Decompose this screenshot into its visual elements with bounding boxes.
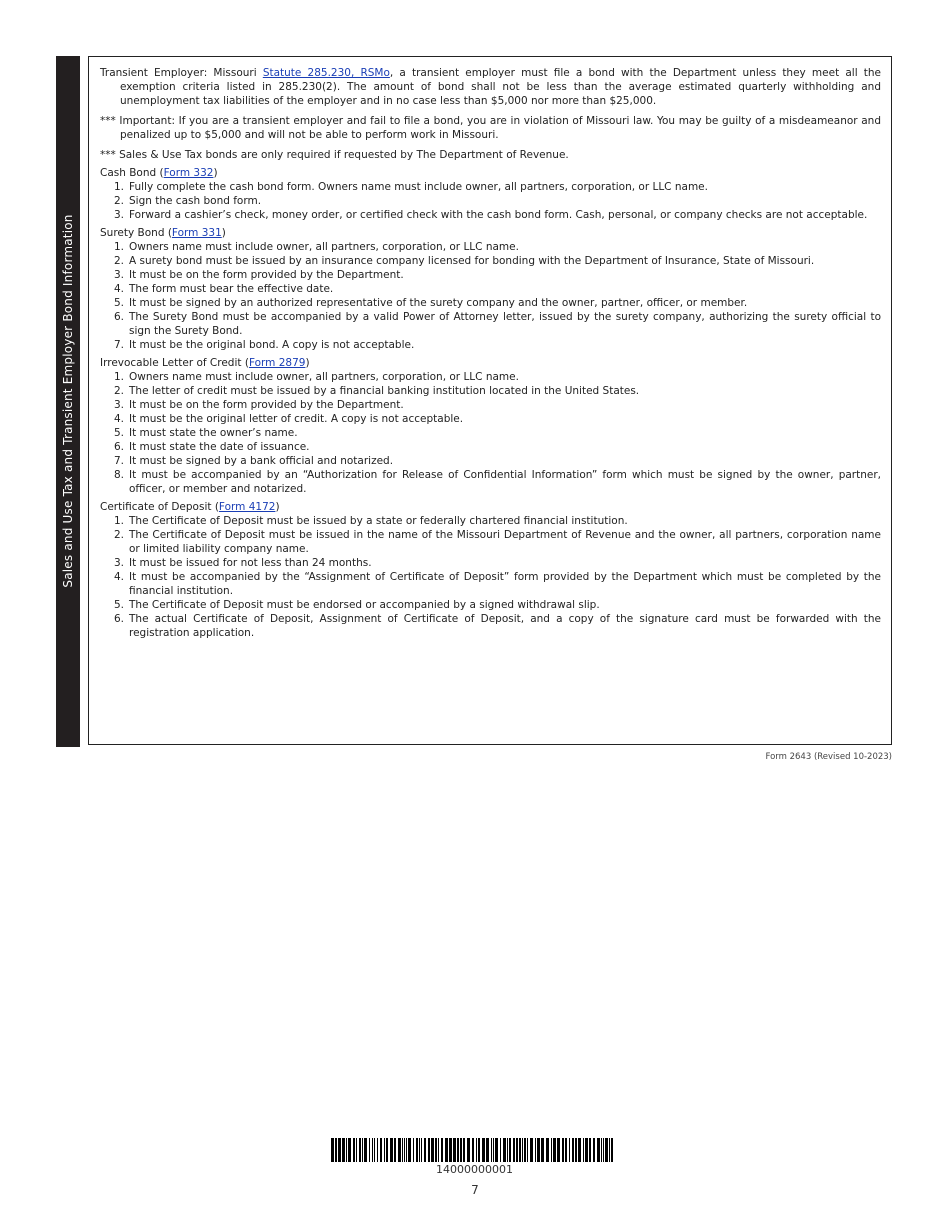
item-text: It must be on the form provided by the Department.: [129, 399, 404, 411]
item-number: 6.: [113, 311, 124, 323]
item-number: 2.: [113, 195, 124, 207]
list-item: [100, 310, 881, 338]
item-number: 7.: [113, 339, 124, 351]
section-heading: [100, 166, 881, 180]
list-item: [100, 338, 881, 352]
item-number: 3.: [113, 557, 124, 569]
item-text: The Certificate of Deposit must be issued in the name of the Missouri Department of Revenue and the owner, all partners, corporation name or limited liability company name.: [129, 529, 881, 555]
list-item: [100, 282, 881, 296]
item-text: The Certificate of Deposit must be endorsed or accompanied by a signed withdrawal slip.: [129, 599, 600, 611]
item-text: Owners name must include owner, all partners, corporation, or LLC name.: [129, 371, 519, 383]
transient-text-start: Transient Employer: Missouri: [100, 67, 263, 79]
page-number: 7: [471, 1183, 479, 1197]
transient-text-end: , a transient employer must file a bond with the Department unless they meet all the exemption criteria listed in 285.230(2). The amount of bond shall not be less than the average estimated quarterly withholding and unemployment tax liabilities of the employer and in no case less than $5,000 nor more than $25,000.: [120, 67, 881, 107]
form-link[interactable]: Form 331: [171, 227, 222, 239]
item-number: 4.: [113, 571, 124, 583]
item-text: It must be signed by a bank official and notarized.: [129, 455, 394, 467]
section-heading: [100, 226, 881, 240]
item-text: It must be issued for not less than 24 months.: [129, 557, 372, 569]
bond-section: [100, 356, 881, 496]
bond-section: [100, 500, 881, 640]
item-number: 3.: [113, 269, 124, 281]
list-item: [100, 296, 881, 310]
item-text: The actual Certificate of Deposit, Assignment of Certificate of Deposit, and a copy of the signature card must be forwarded with the registration application.: [129, 613, 881, 639]
requirements-list: [100, 370, 881, 496]
item-number: 4.: [113, 283, 124, 295]
important-note: *** Important: If you are a transient employer and fail to file a bond, you are in violation of Missouri law. You may be guilty of a misdeameanor and penalized up to $5,000 and will not be able to perform work in Missouri.: [100, 115, 881, 141]
sales-use-note: *** Sales & Use Tax bonds are only required if requested by The Department of Revenue.: [100, 149, 569, 161]
item-text: It must state the owner’s name.: [129, 427, 298, 439]
bond-section: [100, 166, 881, 222]
list-item: [100, 194, 881, 208]
item-text: The Certificate of Deposit must be issued by a state or federally chartered financial institution.: [129, 515, 628, 527]
list-item: [100, 208, 881, 222]
list-item: [100, 240, 881, 254]
list-item: [100, 468, 881, 496]
section-title: Surety Bond (: [100, 227, 172, 239]
item-text: The letter of credit must be issued by a financial banking institution located in the United States.: [129, 385, 640, 397]
item-text: A surety bond must be issued by an insurance company licensed for bonding with the Department of Insurance, State of Missouri.: [129, 255, 815, 267]
item-number: 4.: [113, 413, 124, 425]
list-item: [100, 454, 881, 468]
list-item: [100, 370, 881, 384]
bond-sections: [100, 166, 881, 640]
list-item: [100, 398, 881, 412]
list-item: [100, 556, 881, 570]
item-number: 3.: [113, 399, 124, 411]
item-number: 7.: [113, 455, 124, 467]
item-number: 2.: [113, 255, 124, 267]
transient-employer-paragraph: [100, 66, 881, 108]
statute-link[interactable]: Statute 285.230, RSMo: [262, 67, 390, 79]
list-item: [100, 384, 881, 398]
item-number: 6.: [113, 441, 124, 453]
section-heading: [100, 356, 881, 370]
section-title-close: ): [213, 167, 218, 179]
sidebar-tab: [56, 56, 80, 747]
item-text: It must be the original bond. A copy is not acceptable.: [129, 339, 415, 351]
requirements-list: [100, 240, 881, 352]
item-text: It must be on the form provided by the Department.: [129, 269, 404, 281]
item-number: 6.: [113, 613, 124, 625]
item-number: 1.: [113, 515, 124, 527]
item-text: Sign the cash bond form.: [129, 195, 262, 207]
list-item: [100, 254, 881, 268]
form-link[interactable]: Form 4172: [218, 501, 276, 513]
bond-section: [100, 226, 881, 352]
item-number: 5.: [113, 427, 124, 439]
item-text: The form must bear the effective date.: [129, 283, 334, 295]
bond-info-content: [100, 66, 881, 640]
item-number: 3.: [113, 209, 124, 221]
requirements-list: [100, 180, 881, 222]
item-text: It must be accompanied by the “Assignment of Certificate of Deposit” form provided by the Department which must be completed by the financial institution.: [129, 571, 881, 597]
item-text: It must be signed by an authorized representative of the surety company and the owner, partner, officer, or member.: [129, 297, 748, 309]
item-number: 2.: [113, 385, 124, 397]
bond-info-box: [88, 56, 892, 745]
list-item: [100, 268, 881, 282]
list-item: [100, 570, 881, 598]
item-text: Owners name must include owner, all partners, corporation, or LLC name.: [129, 241, 519, 253]
item-text: It must state the date of issuance.: [129, 441, 310, 453]
item-number: 1.: [113, 371, 124, 383]
item-number: 5.: [113, 297, 124, 309]
requirements-list: [100, 514, 881, 640]
item-number: 8.: [113, 469, 124, 481]
section-title-close: ): [221, 227, 226, 239]
item-number: 1.: [113, 241, 124, 253]
item-text: It must be accompanied by an “Authorization for Release of Confidential Information” form which must be signed by the owner, partner, officer, or member and notarized.: [129, 469, 881, 495]
section-title: Irrevocable Letter of Credit (: [100, 357, 249, 369]
list-item: [100, 612, 881, 640]
list-item: [100, 440, 881, 454]
form-link[interactable]: Form 332: [163, 167, 214, 179]
item-text: The Surety Bond must be accompanied by a valid Power of Attorney letter, issued by the surety company, authorizing the surety official to sign the Surety Bond.: [129, 311, 881, 337]
list-item: [100, 180, 881, 194]
item-text: It must be the original letter of credit. A copy is not acceptable.: [129, 413, 464, 425]
barcode: [331, 1138, 618, 1162]
item-number: 1.: [113, 181, 124, 193]
item-number: 5.: [113, 599, 124, 611]
list-item: [100, 412, 881, 426]
sidebar-title: Sales and Use Tax and Transient Employer Bond Information: [61, 214, 75, 588]
section-title-close: ): [275, 501, 280, 513]
list-item: [100, 528, 881, 556]
form-link[interactable]: Form 2879: [248, 357, 306, 369]
item-number: 2.: [113, 529, 124, 541]
section-title: Cash Bond (: [100, 167, 164, 179]
list-item: [100, 426, 881, 440]
list-item: [100, 598, 881, 612]
item-text: Fully complete the cash bond form. Owners name must include owner, all partners, corporation, or LLC name.: [129, 181, 708, 193]
list-item: [100, 514, 881, 528]
form-revision: Form 2643 (Revised 10-2023): [765, 752, 892, 762]
section-title: Certificate of Deposit (: [100, 501, 219, 513]
section-heading: [100, 500, 881, 514]
item-text: Forward a cashier’s check, money order, or certified check with the cash bond form. Cash, personal, or company checks are not acceptable.: [129, 209, 868, 221]
section-title-close: ): [305, 357, 310, 369]
barcode-number: 14000000001: [436, 1163, 513, 1176]
